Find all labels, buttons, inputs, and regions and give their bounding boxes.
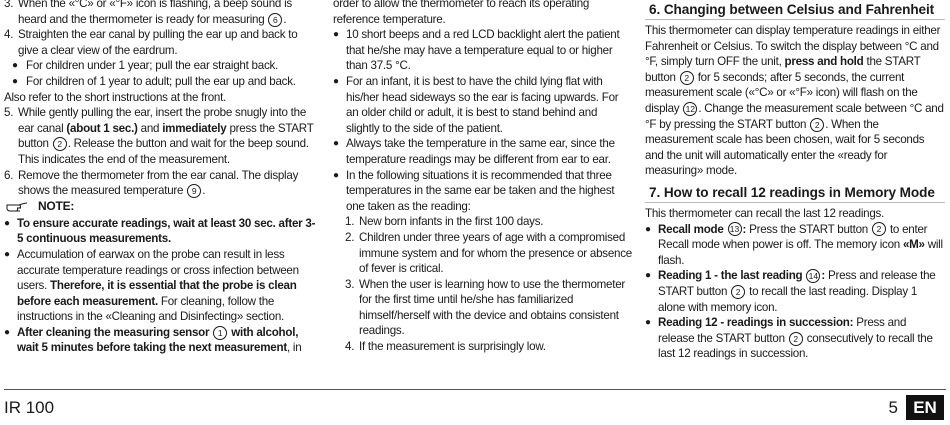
- step-4-note: Also refer to the short instructions at the front.: [4, 90, 227, 104]
- circled-number: 14: [806, 269, 820, 283]
- page-number: 5: [888, 398, 898, 417]
- circled-number: 2: [810, 118, 824, 132]
- circled-number: 2: [53, 137, 67, 151]
- bullet-icon: ●: [333, 75, 339, 87]
- note-item: ● Accumulation of earwax on the probe can result in less accurate temperature readings or cross infection between users. Therefore, it is essential that the probe is clean before each measurement. For cleaning, follow the instructions in the «Cleaning and Disinfecting» section.: [4, 247, 299, 324]
- circled-number: 2: [872, 222, 886, 236]
- language-badge: EN: [906, 395, 944, 420]
- circled-number: 2: [789, 332, 803, 346]
- paragraph: order to allow the thermometer to reach its operating reference temperature.: [333, 0, 590, 26]
- circled-number: 13: [728, 222, 742, 236]
- note-item: ● After cleaning the measuring sensor 1 with alcohol, wait 5 minutes before taking the next measurement, in: [4, 325, 302, 355]
- note-heading: NOTE:: [4, 199, 316, 216]
- bullet-item: ● For an infant, it is best to have the child lying flat with his/her head sideways so the ear is facing upwards. For an older child or adult, it is best to stand behind and slightly to the side of the patient.: [333, 74, 619, 135]
- circled-number: 12: [683, 102, 697, 116]
- model-name: IR 100: [4, 398, 55, 417]
- step-4-bullet: ● For children under 1 year; pull the ear straight back.: [12, 59, 279, 73]
- pointing-hand-icon: [6, 200, 30, 214]
- list-item: 1. New born infants in the first 100 days.: [345, 215, 544, 229]
- circled-number: 1: [213, 326, 227, 340]
- step-5: 5. While gently pulling the ear, insert the probe snugly into the ear canal (about 1 sec.) and immediately press the START button 2 . Release the button and wait for the beep sound. This indicates the end of the measurement.: [4, 106, 314, 166]
- note-item: ● To ensure accurate readings, wait at least 30 sec. after 3-5 continuous measurements.: [4, 216, 316, 246]
- column-2: [333, 0, 633, 355]
- bullet-icon: ●: [4, 248, 10, 260]
- list-item: 3. When the user is learning how to use the thermometer for the first time until he/she has familiarized himself/herself with the device and obtains consistent readings.: [345, 277, 626, 338]
- bullet-icon: ●: [645, 270, 651, 282]
- bullet-icon: ●: [645, 223, 651, 235]
- bullet-icon: ●: [333, 138, 339, 150]
- circled-number: 6: [268, 13, 282, 27]
- bullet-icon: ●: [645, 317, 651, 329]
- bullet-icon: ●: [333, 169, 339, 181]
- step-4-bullet: ● For children of 1 year to adult; pull the ear up and back.: [12, 74, 296, 88]
- paragraph: This thermometer can display temperature readings in either Fahrenheit or Celsius. To switch the display between °C and °F, simply turn OFF the unit, press and hold the START button 2 for 5 seconds; after 5 seconds, the current measurement scale («°C» or «°F» icon) will flash on the display 12 . Change the measurement scale between °C and °F by pressing the START button 2 . When the measurement scale has been chosen, wait for 5 seconds and the unit will automatically enter the «ready for measuring» mode.: [645, 24, 944, 178]
- step-4: 4. Straighten the ear canal by pulling the ear up and back to give a clear view of the eardrum.: [4, 28, 298, 57]
- bullet-item: ● 10 short beeps and a red LCD backlight alert the patient that he/she may have a temperature equal to or higher than 37.5 °C.: [333, 28, 620, 73]
- circled-number: 9: [187, 184, 201, 198]
- bullet-icon: ●: [4, 326, 10, 338]
- section-heading: 6. Changing between Celsius and Fahrenheit: [645, 0, 945, 20]
- bullet-icon: ●: [4, 217, 10, 229]
- bullet-item: ● Reading 1 - the last reading 14 : Press and release the START button 2 to recall the last reading. Display 1 alone with memory icon.: [645, 269, 936, 314]
- bullet-item: ● In the following situations it is recommended that three temperatures in the same ear be taken and the highest one taken as the reading:: [333, 168, 615, 213]
- list-item: 4. If the measurement is surprisingly low.: [345, 340, 546, 354]
- section-heading: 7. How to recall 12 readings in Memory Mode: [645, 182, 945, 203]
- bullet-icon: ●: [12, 60, 18, 72]
- bullet-item: ● Reading 12 - readings in succession: Press and release the START button 2 consecutively to recall the last 12 readings in succession.: [645, 316, 933, 361]
- paragraph: This thermometer can recall the last 12 readings.: [645, 206, 885, 220]
- circled-number: 2: [680, 71, 694, 85]
- column-1: [4, 0, 316, 356]
- column-3: [645, 0, 945, 362]
- bullet-icon: ●: [333, 29, 339, 41]
- bullet-icon: ●: [12, 75, 18, 87]
- bullet-item: ● Always take the temperature in the same ear, since the temperature readings may be different from ear to ear.: [333, 137, 615, 166]
- list-item: 2. Children under three years of age with a compromised immune system and for whom the presence or absence of fever is critical.: [345, 230, 632, 276]
- footer-divider: [4, 389, 946, 390]
- bullet-item: ● Recall mode 13 : Press the START button 2 to enter Recall mode when power is off. The memory icon «M» will flash.: [645, 222, 943, 267]
- step-3: 3. When the «°C» or «°F» icon is flashing, a beep sound is heard and the thermometer is ready for measuring 6 .: [4, 0, 292, 26]
- step-6: 6. Remove the thermometer from the ear canal. The display shows the measured temperature 9 .: [4, 168, 299, 198]
- circled-number: 2: [731, 285, 745, 299]
